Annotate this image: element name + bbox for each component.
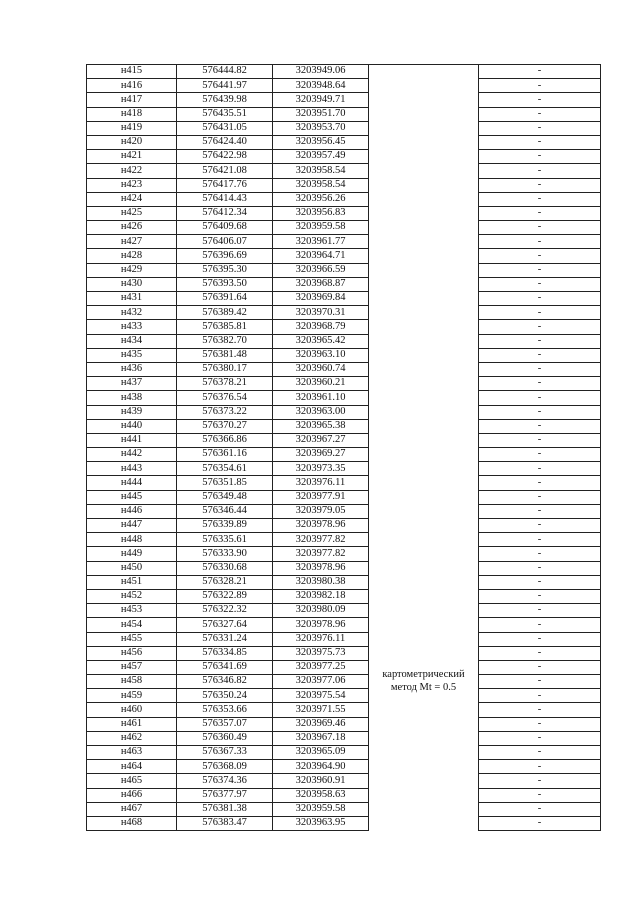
table-row (87, 348, 601, 362)
point-name-cell: н449 (87, 547, 177, 561)
dash-cell: - (479, 306, 601, 320)
dash-cell: - (479, 362, 601, 376)
y-coordinate-cell: 3203964.90 (273, 760, 369, 774)
point-name-cell: н444 (87, 476, 177, 490)
x-coordinate-cell: 576346.44 (177, 504, 273, 518)
y-coordinate-cell: 3203965.42 (273, 334, 369, 348)
y-coordinate-cell: 3203965.38 (273, 419, 369, 433)
table-row (87, 121, 601, 135)
point-name-cell: н459 (87, 689, 177, 703)
y-coordinate-cell: 3203969.27 (273, 448, 369, 462)
dash-cell: - (479, 504, 601, 518)
point-name-cell: н420 (87, 135, 177, 149)
table-row (87, 575, 601, 589)
dash-cell: - (479, 519, 601, 533)
dash-cell: - (479, 320, 601, 334)
point-name-cell: н450 (87, 561, 177, 575)
table-row (87, 490, 601, 504)
y-coordinate-cell: 3203961.10 (273, 391, 369, 405)
point-name-cell: н463 (87, 746, 177, 760)
table-row (87, 646, 601, 660)
x-coordinate-cell: 576339.89 (177, 519, 273, 533)
table-row (87, 632, 601, 646)
x-coordinate-cell: 576322.32 (177, 604, 273, 618)
dash-cell: - (479, 788, 601, 802)
dash-cell: - (479, 476, 601, 490)
x-coordinate-cell: 576333.90 (177, 547, 273, 561)
point-name-cell: н422 (87, 164, 177, 178)
point-name-cell: н465 (87, 774, 177, 788)
dash-cell: - (479, 575, 601, 589)
dash-cell: - (479, 462, 601, 476)
dash-cell: - (479, 150, 601, 164)
table-row (87, 717, 601, 731)
table-row (87, 249, 601, 263)
x-coordinate-cell: 576360.49 (177, 731, 273, 745)
point-name-cell: н431 (87, 292, 177, 306)
y-coordinate-cell: 3203964.71 (273, 249, 369, 263)
point-name-cell: н460 (87, 703, 177, 717)
y-coordinate-cell: 3203958.54 (273, 178, 369, 192)
dash-cell: - (479, 632, 601, 646)
dash-cell: - (479, 65, 601, 79)
point-name-cell: н418 (87, 107, 177, 121)
point-name-cell: н427 (87, 235, 177, 249)
point-name-cell: н468 (87, 816, 177, 830)
x-coordinate-cell: 576421.08 (177, 164, 273, 178)
dash-cell: - (479, 79, 601, 93)
dash-cell: - (479, 221, 601, 235)
y-coordinate-cell: 3203977.91 (273, 490, 369, 504)
x-coordinate-cell: 576391.64 (177, 292, 273, 306)
table-row (87, 221, 601, 235)
point-name-cell: н426 (87, 221, 177, 235)
table-row (87, 235, 601, 249)
y-coordinate-cell: 3203982.18 (273, 589, 369, 603)
dash-cell: - (479, 433, 601, 447)
point-name-cell: н434 (87, 334, 177, 348)
x-coordinate-cell: 576335.61 (177, 533, 273, 547)
dash-cell: - (479, 618, 601, 632)
y-coordinate-cell: 3203949.06 (273, 65, 369, 79)
point-name-cell: н445 (87, 490, 177, 504)
dash-cell: - (479, 178, 601, 192)
dash-cell: - (479, 348, 601, 362)
point-name-cell: н454 (87, 618, 177, 632)
dash-cell: - (479, 377, 601, 391)
table-row (87, 65, 601, 79)
x-coordinate-cell: 576406.07 (177, 235, 273, 249)
point-name-cell: н439 (87, 405, 177, 419)
table-row (87, 306, 601, 320)
x-coordinate-cell: 576385.81 (177, 320, 273, 334)
point-name-cell: н433 (87, 320, 177, 334)
x-coordinate-cell: 576389.42 (177, 306, 273, 320)
dash-cell: - (479, 802, 601, 816)
point-name-cell: н456 (87, 646, 177, 660)
y-coordinate-cell: 3203963.95 (273, 816, 369, 830)
table-row (87, 731, 601, 745)
point-name-cell: н461 (87, 717, 177, 731)
point-name-cell: н415 (87, 65, 177, 79)
y-coordinate-cell: 3203978.96 (273, 618, 369, 632)
dash-cell: - (479, 192, 601, 206)
table-row (87, 433, 601, 447)
x-coordinate-cell: 576424.40 (177, 135, 273, 149)
table-row (87, 462, 601, 476)
x-coordinate-cell: 576422.98 (177, 150, 273, 164)
y-coordinate-cell: 3203957.49 (273, 150, 369, 164)
x-coordinate-cell: 576396.69 (177, 249, 273, 263)
x-coordinate-cell: 576381.48 (177, 348, 273, 362)
table-row (87, 589, 601, 603)
dash-cell: - (479, 731, 601, 745)
method-cell (369, 65, 479, 831)
dash-cell: - (479, 816, 601, 830)
x-coordinate-cell: 576377.97 (177, 788, 273, 802)
y-coordinate-cell: 3203968.87 (273, 277, 369, 291)
point-name-cell: н429 (87, 263, 177, 277)
dash-cell: - (479, 419, 601, 433)
table-row (87, 774, 601, 788)
table-row (87, 604, 601, 618)
table-row (87, 802, 601, 816)
x-coordinate-cell: 576395.30 (177, 263, 273, 277)
y-coordinate-cell: 3203956.26 (273, 192, 369, 206)
x-coordinate-cell: 576431.05 (177, 121, 273, 135)
table-row (87, 547, 601, 561)
y-coordinate-cell: 3203956.45 (273, 135, 369, 149)
dash-cell: - (479, 263, 601, 277)
y-coordinate-cell: 3203951.70 (273, 107, 369, 121)
table-row (87, 164, 601, 178)
table-row (87, 660, 601, 674)
table-row (87, 362, 601, 376)
point-name-cell: н457 (87, 660, 177, 674)
y-coordinate-cell: 3203963.00 (273, 405, 369, 419)
point-name-cell: н443 (87, 462, 177, 476)
x-coordinate-cell: 576367.33 (177, 746, 273, 760)
y-coordinate-cell: 3203959.58 (273, 802, 369, 816)
y-coordinate-cell: 3203978.96 (273, 561, 369, 575)
point-name-cell: н452 (87, 589, 177, 603)
y-coordinate-cell: 3203967.18 (273, 731, 369, 745)
table-row (87, 448, 601, 462)
dash-cell: - (479, 277, 601, 291)
point-name-cell: н423 (87, 178, 177, 192)
x-coordinate-cell: 576383.47 (177, 816, 273, 830)
point-name-cell: н416 (87, 79, 177, 93)
y-coordinate-cell: 3203975.54 (273, 689, 369, 703)
point-name-cell: н417 (87, 93, 177, 107)
method-text-line1: картометрический (382, 669, 465, 680)
x-coordinate-cell: 576439.98 (177, 93, 273, 107)
point-name-cell: н467 (87, 802, 177, 816)
dash-cell: - (479, 675, 601, 689)
y-coordinate-cell: 3203969.84 (273, 292, 369, 306)
point-name-cell: н435 (87, 348, 177, 362)
y-coordinate-cell: 3203965.09 (273, 746, 369, 760)
table-row (87, 292, 601, 306)
y-coordinate-cell: 3203959.58 (273, 221, 369, 235)
point-name-cell: н466 (87, 788, 177, 802)
x-coordinate-cell: 576366.86 (177, 433, 273, 447)
x-coordinate-cell: 576381.38 (177, 802, 273, 816)
x-coordinate-cell: 576334.85 (177, 646, 273, 660)
point-name-cell: н440 (87, 419, 177, 433)
table-row (87, 476, 601, 490)
table-row (87, 703, 601, 717)
table-row (87, 618, 601, 632)
table-row (87, 93, 601, 107)
point-name-cell: н447 (87, 519, 177, 533)
dash-cell: - (479, 490, 601, 504)
table-row (87, 816, 601, 830)
dash-cell: - (479, 107, 601, 121)
table-row (87, 334, 601, 348)
table-row (87, 178, 601, 192)
x-coordinate-cell: 576374.36 (177, 774, 273, 788)
point-name-cell: н428 (87, 249, 177, 263)
point-name-cell: н464 (87, 760, 177, 774)
point-name-cell: н455 (87, 632, 177, 646)
y-coordinate-cell: 3203971.55 (273, 703, 369, 717)
x-coordinate-cell: 576414.43 (177, 192, 273, 206)
dash-cell: - (479, 391, 601, 405)
y-coordinate-cell: 3203967.27 (273, 433, 369, 447)
x-coordinate-cell: 576330.68 (177, 561, 273, 575)
y-coordinate-cell: 3203961.77 (273, 235, 369, 249)
point-name-cell: н430 (87, 277, 177, 291)
point-name-cell: н441 (87, 433, 177, 447)
dash-cell: - (479, 334, 601, 348)
y-coordinate-cell: 3203958.54 (273, 164, 369, 178)
point-name-cell: н458 (87, 675, 177, 689)
dash-cell: - (479, 93, 601, 107)
x-coordinate-cell: 576341.69 (177, 660, 273, 674)
point-name-cell: н451 (87, 575, 177, 589)
y-coordinate-cell: 3203948.64 (273, 79, 369, 93)
dash-cell: - (479, 717, 601, 731)
y-coordinate-cell: 3203980.38 (273, 575, 369, 589)
table-row (87, 277, 601, 291)
method-text-line2: метод Mt = 0.5 (390, 682, 457, 694)
method-spacer (369, 65, 478, 668)
dash-cell: - (479, 448, 601, 462)
x-coordinate-cell: 576373.22 (177, 405, 273, 419)
y-coordinate-cell: 3203976.11 (273, 476, 369, 490)
x-coordinate-cell: 576393.50 (177, 277, 273, 291)
table-row (87, 760, 601, 774)
dash-cell: - (479, 164, 601, 178)
y-coordinate-cell: 3203978.96 (273, 519, 369, 533)
y-coordinate-cell: 3203973.35 (273, 462, 369, 476)
x-coordinate-cell: 576349.48 (177, 490, 273, 504)
x-coordinate-cell: 576376.54 (177, 391, 273, 405)
x-coordinate-cell: 576444.82 (177, 65, 273, 79)
point-name-cell: н424 (87, 192, 177, 206)
x-coordinate-cell: 576378.21 (177, 377, 273, 391)
table-row (87, 263, 601, 277)
point-name-cell: н448 (87, 533, 177, 547)
dash-cell: - (479, 235, 601, 249)
y-coordinate-cell: 3203980.09 (273, 604, 369, 618)
dash-cell: - (479, 604, 601, 618)
y-coordinate-cell: 3203977.82 (273, 547, 369, 561)
y-coordinate-cell: 3203979.05 (273, 504, 369, 518)
table-row (87, 107, 601, 121)
point-name-cell: н425 (87, 206, 177, 220)
x-coordinate-cell: 576368.09 (177, 760, 273, 774)
table-row (87, 405, 601, 419)
y-coordinate-cell: 3203976.11 (273, 632, 369, 646)
y-coordinate-cell: 3203968.79 (273, 320, 369, 334)
x-coordinate-cell: 576357.07 (177, 717, 273, 731)
table-row (87, 391, 601, 405)
table-row (87, 150, 601, 164)
point-name-cell: н432 (87, 306, 177, 320)
y-coordinate-cell: 3203958.63 (273, 788, 369, 802)
y-coordinate-cell: 3203977.82 (273, 533, 369, 547)
x-coordinate-cell: 576361.16 (177, 448, 273, 462)
table-row (87, 320, 601, 334)
x-coordinate-cell: 576409.68 (177, 221, 273, 235)
y-coordinate-cell: 3203956.83 (273, 206, 369, 220)
table-row (87, 746, 601, 760)
dash-cell: - (479, 660, 601, 674)
dash-cell: - (479, 703, 601, 717)
x-coordinate-cell: 576350.24 (177, 689, 273, 703)
dash-cell: - (479, 561, 601, 575)
table-row (87, 79, 601, 93)
point-name-cell: н436 (87, 362, 177, 376)
dash-cell: - (479, 121, 601, 135)
point-name-cell: н446 (87, 504, 177, 518)
x-coordinate-cell: 576322.89 (177, 589, 273, 603)
x-coordinate-cell: 576417.76 (177, 178, 273, 192)
y-coordinate-cell: 3203966.59 (273, 263, 369, 277)
table-row (87, 788, 601, 802)
x-coordinate-cell: 576380.17 (177, 362, 273, 376)
dash-cell: - (479, 689, 601, 703)
coordinates-table-body (87, 65, 601, 831)
table-row (87, 135, 601, 149)
table-row (87, 689, 601, 703)
point-name-cell: н421 (87, 150, 177, 164)
table-row (87, 519, 601, 533)
y-coordinate-cell: 3203977.25 (273, 660, 369, 674)
x-coordinate-cell: 576441.97 (177, 79, 273, 93)
point-name-cell: н437 (87, 377, 177, 391)
dash-cell: - (479, 774, 601, 788)
point-name-cell: н419 (87, 121, 177, 135)
x-coordinate-cell: 576327.64 (177, 618, 273, 632)
y-coordinate-cell: 3203977.06 (273, 675, 369, 689)
y-coordinate-cell: 3203960.91 (273, 774, 369, 788)
table-row (87, 206, 601, 220)
table-row (87, 561, 601, 575)
table-row (87, 192, 601, 206)
dash-cell: - (479, 533, 601, 547)
y-coordinate-cell: 3203953.70 (273, 121, 369, 135)
y-coordinate-cell: 3203949.71 (273, 93, 369, 107)
dash-cell: - (479, 760, 601, 774)
dash-cell: - (479, 646, 601, 660)
dash-cell: - (479, 206, 601, 220)
x-coordinate-cell: 576370.27 (177, 419, 273, 433)
x-coordinate-cell: 576328.21 (177, 575, 273, 589)
dash-cell: - (479, 746, 601, 760)
x-coordinate-cell: 576382.70 (177, 334, 273, 348)
dash-cell: - (479, 589, 601, 603)
point-name-cell: н462 (87, 731, 177, 745)
x-coordinate-cell: 576412.34 (177, 206, 273, 220)
x-coordinate-cell: 576354.61 (177, 462, 273, 476)
point-name-cell: н453 (87, 604, 177, 618)
y-coordinate-cell: 3203963.10 (273, 348, 369, 362)
x-coordinate-cell: 576435.51 (177, 107, 273, 121)
x-coordinate-cell: 576353.66 (177, 703, 273, 717)
dash-cell: - (479, 405, 601, 419)
table-row (87, 419, 601, 433)
dash-cell: - (479, 292, 601, 306)
table-row (87, 675, 601, 689)
point-name-cell: н438 (87, 391, 177, 405)
dash-cell: - (479, 135, 601, 149)
y-coordinate-cell: 3203969.46 (273, 717, 369, 731)
y-coordinate-cell: 3203970.31 (273, 306, 369, 320)
table-row (87, 377, 601, 391)
coordinates-table (86, 64, 601, 831)
table-row (87, 504, 601, 518)
dash-cell: - (479, 249, 601, 263)
y-coordinate-cell: 3203975.73 (273, 646, 369, 660)
table-row (87, 533, 601, 547)
x-coordinate-cell: 576331.24 (177, 632, 273, 646)
point-name-cell: н442 (87, 448, 177, 462)
x-coordinate-cell: 576351.85 (177, 476, 273, 490)
y-coordinate-cell: 3203960.21 (273, 377, 369, 391)
y-coordinate-cell: 3203960.74 (273, 362, 369, 376)
dash-cell: - (479, 547, 601, 561)
x-coordinate-cell: 576346.82 (177, 675, 273, 689)
